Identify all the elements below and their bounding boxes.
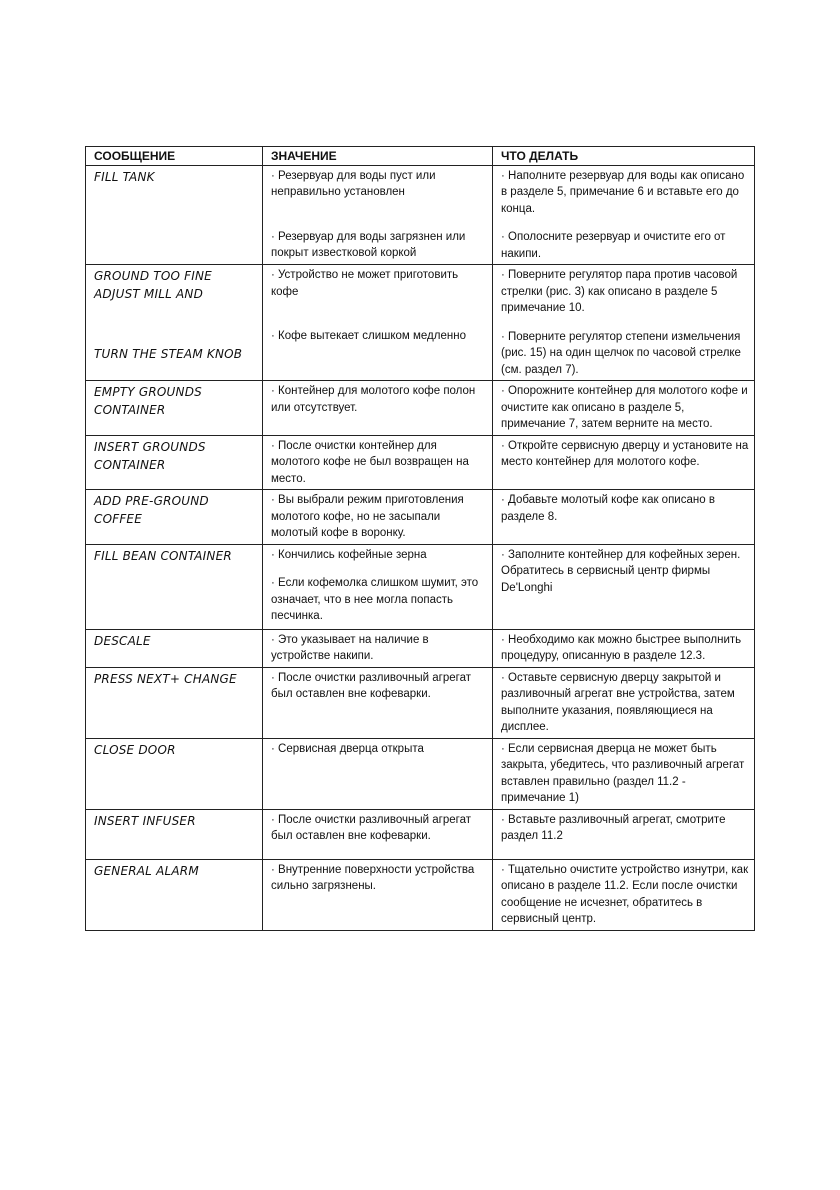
meaning-text: · Кофе вытекает слишком медленно: [271, 330, 466, 342]
action-text: · Необходимо как можно быстрее выполнить процедуру, описанную в разделе 12.3.: [501, 633, 742, 662]
header-action: ЧТО ДЕЛАТЬ: [493, 147, 755, 166]
action-cell: [493, 809, 755, 859]
header-message: СООБЩЕНИЕ: [86, 147, 263, 166]
action-cell: [493, 859, 755, 930]
message-code: INSERT INFUSER: [94, 813, 196, 828]
action-text: · Наполните резервуар для воды как описано в разделе 5, примечание 6 и вставьте его до конца.: [501, 169, 745, 215]
meaning-text: · После очистки разливочный агрегат был оставлен вне кофеварки.: [271, 813, 471, 842]
message-code: FILL TANK: [94, 169, 155, 184]
meaning-cell: [263, 435, 493, 490]
message-code: CLOSE DOOR: [94, 742, 176, 757]
action-cell: [493, 629, 755, 667]
message-cell: [86, 165, 263, 265]
action-text: · Вставьте разливочный агрегат, смотрите раздел 11.2: [501, 813, 726, 842]
table-row: [86, 738, 755, 809]
meaning-cell: [263, 667, 493, 738]
message-code: ADD PRE-GROUND COFFEE: [94, 494, 209, 526]
action-text: · Откройте сервисную дверцу и установите на место контейнер для молотого кофе.: [501, 439, 749, 468]
message-code: TURN THE STEAM KNOB: [94, 347, 243, 361]
meaning-text: · Резервуар для воды загрязнен или покрыт известковой коркой: [271, 230, 466, 259]
message-cell: [86, 265, 263, 381]
action-cell: [493, 381, 755, 436]
meaning-text: · Это указывает на наличие в устройстве накипи.: [271, 633, 429, 662]
message-cell: [86, 544, 263, 629]
action-text: · Если сервисная дверца не может быть закрыта, убедитесь, что разливочный агрегат вставлен правильно (раздел 11.2 - примечание 1): [501, 742, 745, 804]
meaning-text: · Вы выбрали режим приготовления молотого кофе, но не засыпали молотый кофе в воронку.: [271, 494, 464, 539]
meaning-cell: [263, 265, 493, 381]
action-cell: [493, 435, 755, 490]
action-text: · Опорожните контейнер для молотого кофе и очистите как описано в разделе 5, примечание 7, затем верните на место.: [501, 385, 748, 430]
action-cell: [493, 165, 755, 265]
action-cell: [493, 544, 755, 629]
message-code: DESCALE: [94, 633, 151, 648]
action-text: · Поверните регулятор степени измельчения (рис. 15) на один щелчок по часовой стрелке (см. раздел 7).: [501, 330, 741, 376]
meaning-text: · Внутренние поверхности устройства сильно загрязнены.: [271, 863, 475, 892]
message-cell: [86, 667, 263, 738]
table-row: [86, 490, 755, 545]
message-code: INSERT GROUNDS CONTAINER: [94, 439, 206, 472]
message-code: GROUND TOO FINE: [94, 269, 212, 283]
table-row: [86, 165, 755, 265]
message-code: FILL BEAN CONTAINER: [94, 548, 232, 563]
meaning-text: · После очистки контейнер для молотого кофе не был возвращен на место.: [271, 439, 469, 485]
messages-table: [85, 146, 755, 931]
meaning-cell: [263, 629, 493, 667]
meaning-text: · Сервисная дверца открыта: [271, 742, 424, 755]
table-row: [86, 381, 755, 436]
action-cell: [493, 265, 755, 381]
action-cell: [493, 667, 755, 738]
header-meaning: ЗНАЧЕНИЕ: [263, 147, 493, 166]
table-row: [86, 809, 755, 859]
meaning-text: · После очистки разливочный агрегат был оставлен вне кофеварки.: [271, 671, 471, 700]
meaning-text: · Контейнер для молотого кофе полон или отсутствует.: [271, 385, 476, 414]
table-row: [86, 435, 755, 490]
meaning-cell: [263, 490, 493, 545]
meaning-cell: [263, 738, 493, 809]
action-cell: [493, 490, 755, 545]
table-row: [86, 544, 755, 629]
meaning-cell: [263, 381, 493, 436]
meaning-text: · Кончились кофейные зерна: [271, 548, 427, 561]
action-text: · Ополосните резервуар и очистите его от накипи.: [501, 231, 726, 260]
message-cell: [86, 809, 263, 859]
table-row: [86, 629, 755, 667]
meaning-cell: [263, 859, 493, 930]
action-text: · Поверните регулятор пара против часовой стрелки (рис. 3) как описано в разделе 5 примечание 10.: [501, 269, 738, 314]
meaning-text: · Резервуар для воды пуст или неправильно установлен: [271, 169, 436, 198]
message-cell: [86, 381, 263, 436]
action-text: · Заполните контейнер для кофейных зерен. Обратитесь в сервисный центр фирмы De'Longhi: [501, 548, 741, 594]
action-text: · Оставьте сервисную дверцу закрытой и разливочный агрегат вне устройства, затем выполните указания, появляющиеся на дисплее.: [501, 671, 735, 733]
message-code: EMPTY GROUNDS CONTAINER: [94, 385, 202, 417]
meaning-cell: [263, 544, 493, 629]
action-text: · Добавьте молотый кофе как описано в разделе 8.: [501, 494, 715, 523]
meaning-cell: [263, 165, 493, 265]
table-row: [86, 859, 755, 930]
table-header-row: [86, 147, 755, 166]
message-code: GENERAL ALARM: [94, 863, 199, 878]
message-cell: [86, 490, 263, 545]
message-code: PRESS NEXT+ CHANGE: [94, 671, 237, 686]
meaning-text: · Если кофемолка слишком шумит, это означает, что в нее могла попасть песчинка.: [271, 577, 479, 622]
action-text: · Тщательно очистите устройство изнутри, как описано в разделе 11.2. Если после очистки сообщение не исчезнет, обратитесь в сервисный центр.: [501, 863, 749, 925]
message-cell: [86, 435, 263, 490]
table-row: [86, 667, 755, 738]
action-cell: [493, 738, 755, 809]
message-cell: [86, 738, 263, 809]
message-cell: [86, 859, 263, 930]
message-code: ADJUST MILL AND: [94, 287, 204, 301]
meaning-cell: [263, 809, 493, 859]
message-cell: [86, 629, 263, 667]
meaning-text: · Устройство не может приготовить кофе: [271, 269, 459, 298]
table-row: [86, 265, 755, 381]
